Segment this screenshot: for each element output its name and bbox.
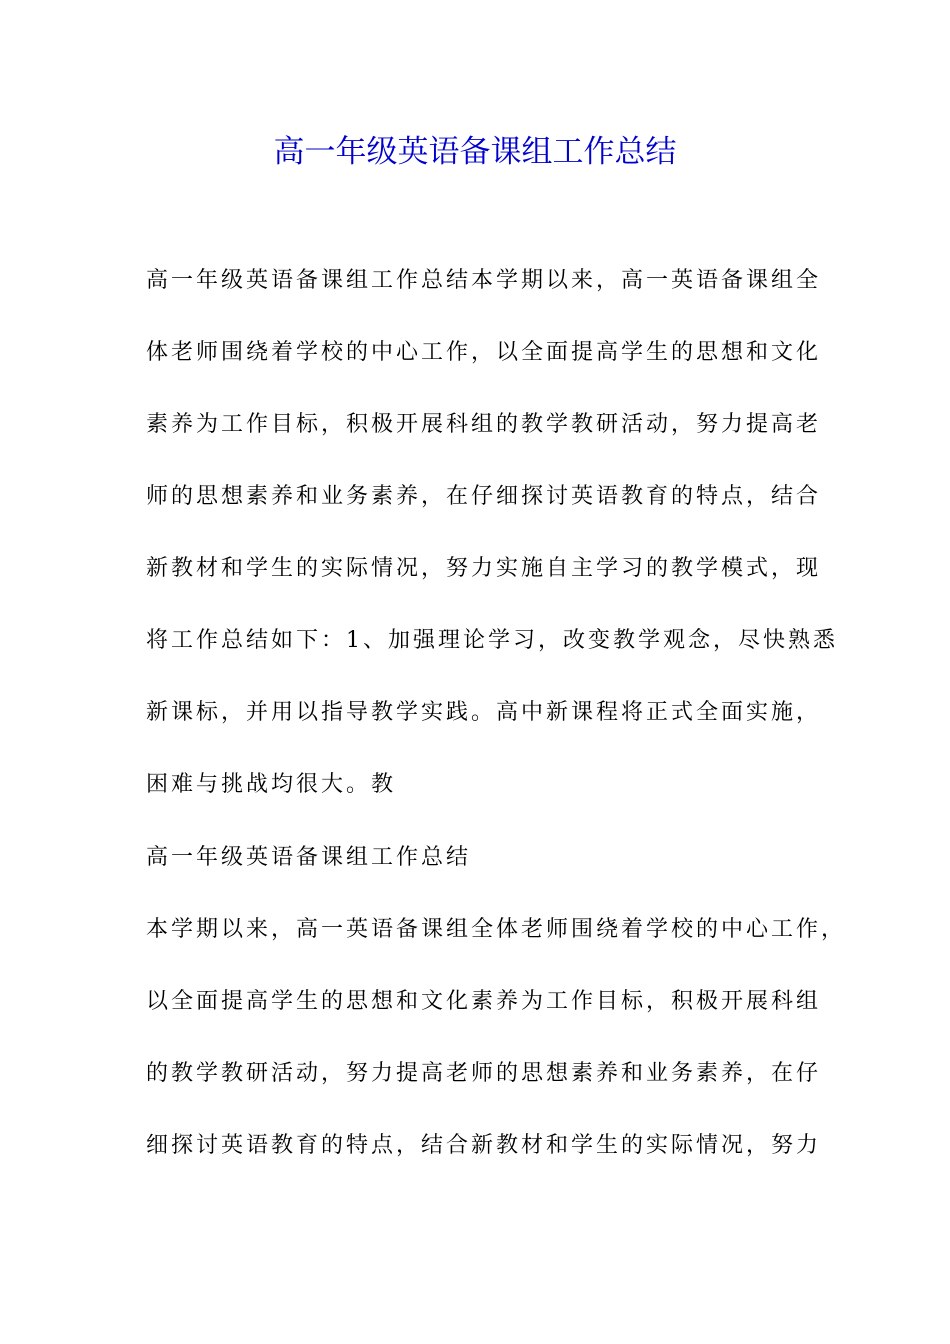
paragraph-1 — [146, 245, 838, 821]
paragraph-line: 高一年级英语备课组工作总结本学期以来，高一英语备课组全 — [146, 268, 822, 293]
document-title: 高一年级英语备课组工作总结 — [273, 134, 677, 170]
paragraph-line: 新教材和学生的实际情况，努力实施自主学习的教学模式，现 — [146, 556, 822, 581]
paragraph-line: 将工作总结如下：1、加强理论学习，改变教学观念，尽快熟悉 — [146, 628, 838, 653]
paragraph-line: 困难与挑战均很大。教 — [146, 772, 397, 797]
paragraph-line: 体老师围绕着学校的中心工作，以全面提高学生的思想和文化 — [146, 340, 822, 365]
section-subheading — [146, 822, 816, 894]
paragraph-line: 新课标，并用以指导教学实践。高中新课程将正式全面实施， — [146, 700, 822, 725]
paragraph-line: 的教学教研活动，努力提高老师的思想素养和业务素养，在仔 — [146, 1061, 822, 1086]
paragraph-line: 以全面提高学生的思想和文化素养为工作目标，积极开展科组 — [146, 989, 822, 1014]
paragraph-line: 本学期以来，高一英语备课组全体老师围绕着学校的中心工作， — [146, 917, 847, 942]
paragraph-2 — [146, 894, 847, 1182]
paragraph-line: 师的思想素养和业务素养，在仔细探讨英语教育的特点，结合 — [146, 484, 822, 509]
paragraph-line: 素养为工作目标，积极开展科组的教学教研活动，努力提高老 — [146, 412, 822, 437]
paragraph-line: 细探讨英语教育的特点，结合新教材和学生的实际情况，努力 — [146, 1133, 822, 1158]
subheading-text: 高一年级英语备课组工作总结 — [146, 845, 472, 870]
